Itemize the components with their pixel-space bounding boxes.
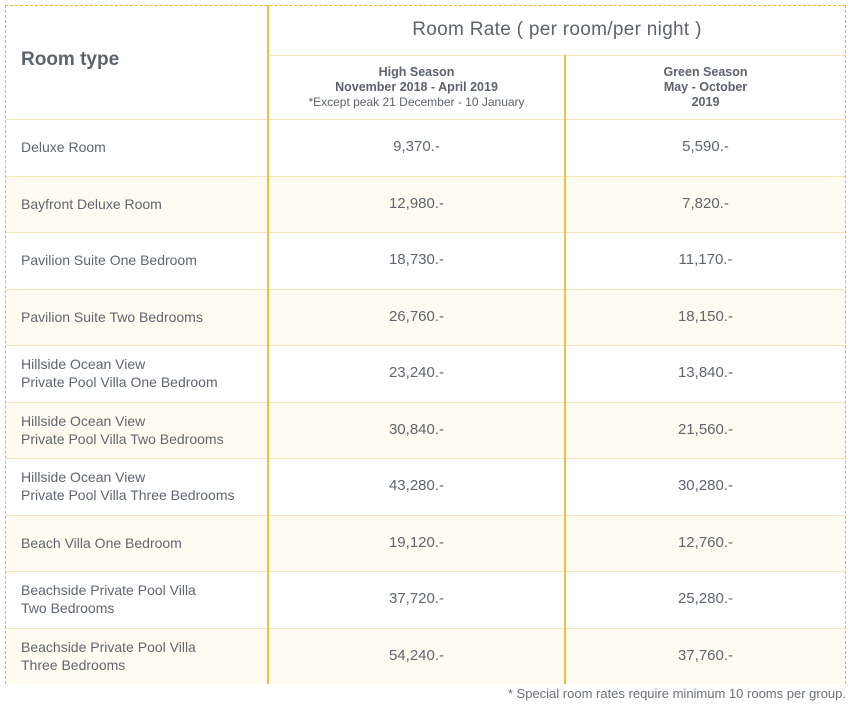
high-season-price: 9,370.- <box>393 138 440 155</box>
high-season-price: 12,980.- <box>388 195 445 212</box>
high-season-price: 18,730.- <box>388 251 445 268</box>
room-type-label: Deluxe Room <box>21 139 106 155</box>
room-type-label: Hillside Ocean View Private Pool Villa One Bedroom <box>21 356 218 390</box>
room-type-cell <box>21 402 261 458</box>
room-type-cell <box>21 345 261 401</box>
high-season-price: 23,240.- <box>388 364 445 381</box>
green-season-price: 13,840.- <box>677 364 734 381</box>
high-season-price: 37,720.- <box>388 590 445 607</box>
high-season-price: 19,120.- <box>388 534 445 551</box>
room-type-label: Pavilion Suite One Bedroom <box>21 252 197 268</box>
room-type-cell <box>21 458 261 514</box>
high-season-column-header <box>269 56 564 119</box>
green-season-label: Green Season <box>663 65 748 79</box>
green-season-dates: May - October <box>663 80 748 94</box>
room-type-cell <box>21 571 261 627</box>
green-season-price: 7,820.- <box>682 195 729 212</box>
room-type-label: Pavilion Suite Two Bedrooms <box>21 309 203 325</box>
room-type-label: Hillside Ocean View Private Pool Villa Three Bedrooms <box>21 469 235 503</box>
green-season-price: 37,760.- <box>677 647 734 664</box>
room-type-column-header: Room type <box>21 49 120 70</box>
high-season-label: High Season <box>378 65 455 79</box>
room-type-cell <box>21 232 261 288</box>
green-season-column-header <box>566 56 845 119</box>
room-type-cell <box>21 515 261 571</box>
column-divider <box>564 55 566 684</box>
high-season-note: *Except peak 21 December - 10 January <box>308 95 525 109</box>
green-season-year: 2019 <box>691 95 720 109</box>
room-type-cell <box>21 119 261 175</box>
footnote: * Special room rates require minimum 10 rooms per group. <box>507 686 846 701</box>
green-season-price: 21,560.- <box>677 421 734 438</box>
room-type-label: Beachside Private Pool Villa Two Bedrooms <box>21 582 196 616</box>
room-type-cell <box>21 176 261 232</box>
room-type-label: Hillside Ocean View Private Pool Villa Two Bedrooms <box>21 413 224 447</box>
green-season-price: 30,280.- <box>677 477 734 494</box>
green-season-price: 12,760.- <box>677 534 734 551</box>
green-season-price: 11,170.- <box>678 251 733 268</box>
high-season-dates: November 2018 - April 2019 <box>335 80 498 94</box>
room-type-label: Bayfront Deluxe Room <box>21 196 162 212</box>
green-season-price: 25,280.- <box>677 590 734 607</box>
room-type-label: Beachside Private Pool Villa Three Bedrooms <box>21 639 196 673</box>
green-season-price: 5,590.- <box>682 138 729 155</box>
room-type-cell <box>21 289 261 345</box>
room-type-label: Beach Villa One Bedroom <box>21 535 182 551</box>
room-rate-title: Room Rate ( per room/per night ) <box>412 19 702 40</box>
room-type-cell <box>21 628 261 684</box>
column-divider <box>267 5 269 684</box>
high-season-price: 43,280.- <box>388 477 445 494</box>
green-season-price: 18,150.- <box>677 308 734 325</box>
high-season-price: 26,760.- <box>388 308 445 325</box>
high-season-price: 54,240.- <box>388 647 445 664</box>
high-season-price: 30,840.- <box>388 421 445 438</box>
